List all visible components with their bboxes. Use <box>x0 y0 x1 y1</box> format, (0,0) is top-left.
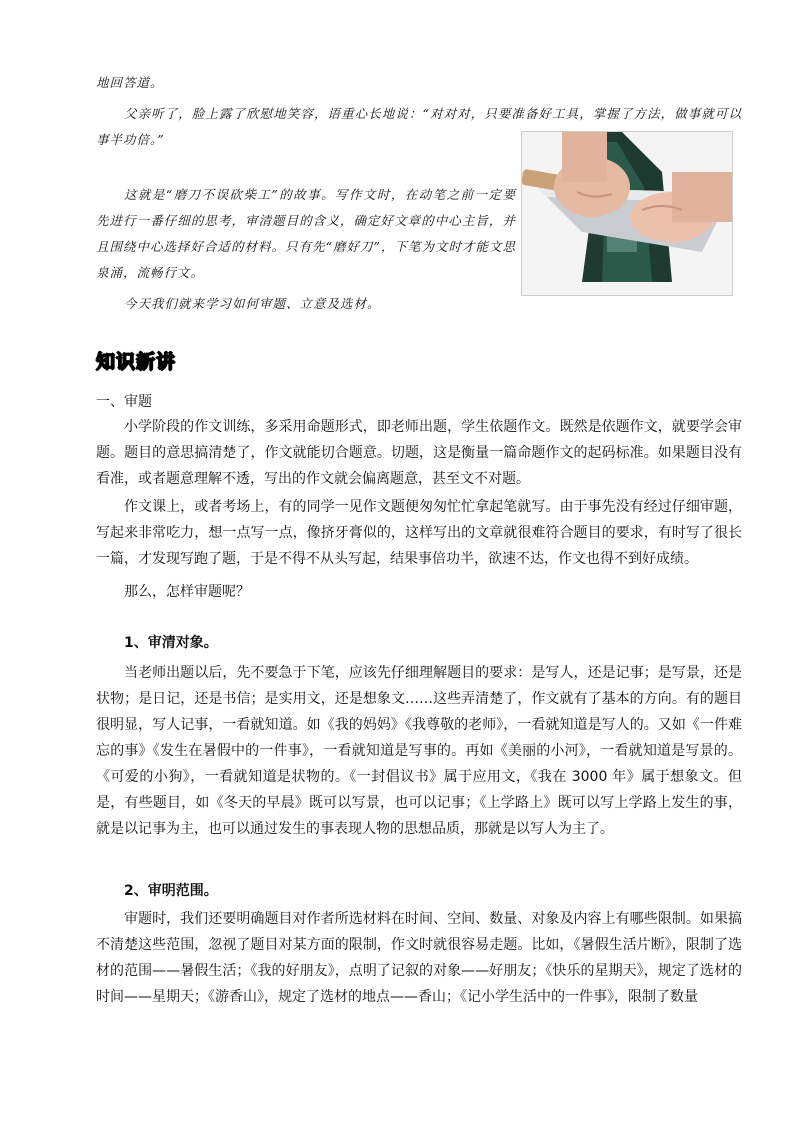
story-paragraph-2: 父亲听了，脸上露了欣慰地笑容，语重心长地说：“对对对，只要准备好工具，掌握了方法，做事就可以事半功倍。” <box>96 106 742 147</box>
section-title: 知识新讲 <box>96 351 177 373</box>
point-1-body: 当老师出题以后，先不要急于下笔，应该先仔细理解题目的要求：是写人，还是记事；是写景，还是状物；是日记，还是书信；是实用文，还是想象文……这些弄清楚了，作文就有了基本的方向。有的题目很明显，写人记事，一看就知道。如《我的妈妈》《我尊敬的老师》，一看就知道是写人的。又如《一件难忘的事》《发生在暑假中的一件事》，一看就知道是写事的。再如《美丽的小河》，一看就知道是写景的。《可爱的小狗》，一看就知道是状物的。《一封倡议书》属于应用文，《我在 3000 年》属于想象文。但是，有些题目，如《冬天的早晨》既可以写景，也可以记事；《上学路上》既可以写上学路上发生的事，就是以记事为主，也可以通过发生的事表现人物的思想品质，那就是以写人为主了。 <box>96 665 742 837</box>
intro-paragraph-2: 作文课上，或者考场上，有的同学一见作文题便匆匆忙忙拿起笔就写。由于事先没有经过仔细审题，写起来非常吃力，想一点写一点，像挤牙膏似的，这样写出的文章就很难符合题目的要求，有时写了很长一篇，才发现写跑了题，于是不得不从头写起，结果事倍功半，欲速不达，作文也得不到好成绩。 <box>96 499 742 567</box>
point-1-title: 1、审清对象。 <box>124 635 218 651</box>
intro-paragraph-1: 小学阶段的作文训练，多采用命题形式，即老师出题，学生依题作文。既然是依题作文，就要学会审题。题目的意思搞清楚了，作文就能切合题意。切题，这是衡量一篇命题作文的起码标准。如果题目没有看准，或者题意理解不透，写出的作文就会偏离题意，甚至文不对题。 <box>96 419 742 487</box>
story-paragraph-4: 今天我们就来学习如何审题、立意及选材。 <box>124 296 381 311</box>
point-2-body: 审题时，我们还要明确题目对作者所选材料在时间、空间、数量、对象及内容上有哪些限制。如果搞不清楚这些范围，忽视了题目对某方面的限制，作文时就很容易走题。比如，《暑假生活片断》，限制了选材的范围——暑假生活；《我的好朋友》，点明了记叙的对象——好朋友；《快乐的星期天》，规定了选材的时间——星期天；《游香山》，规定了选材的地点——香山；《记小学生活中的一件事》，限制了数量 <box>96 911 742 1005</box>
knife-sharpening-photo <box>521 131 733 296</box>
story-paragraph-3: 这就是“磨刀不误砍柴工”的故事。写作文时，在动笔之前一定要先进行一番仔细的思考，审清题目的含义，确定好文章的中心主旨，并且围绕中心选择好合适的材料。只有先“磨好刀”，下笔为文时才能文思泉涌，流畅行文。 <box>96 187 516 280</box>
sub-heading: 一、审题 <box>96 394 152 410</box>
knife-sharpening-illustration <box>522 132 732 295</box>
point-2-title: 2、审明范围。 <box>124 883 218 899</box>
story-paragraph-1: 地回答道。 <box>96 75 164 90</box>
intro-paragraph-3: 那么，怎样审题呢？ <box>124 584 250 600</box>
